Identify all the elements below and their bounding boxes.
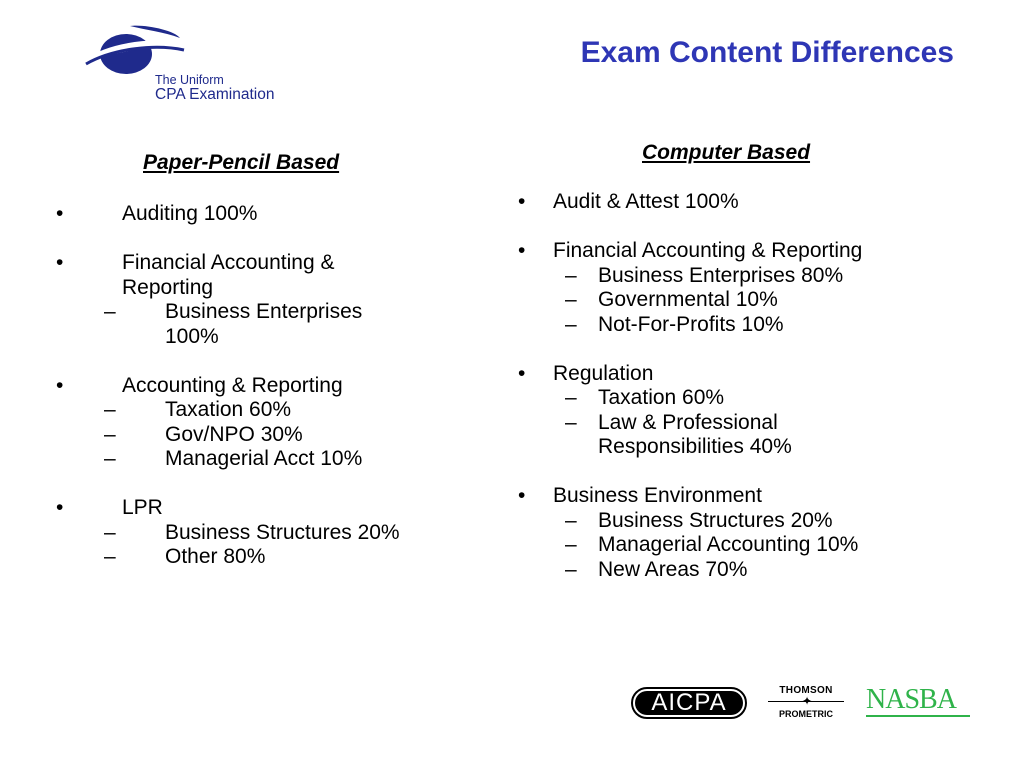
sub-list-item: Taxation 60% — [598, 386, 725, 409]
dash-marker: – — [565, 508, 577, 532]
bullet-marker: • — [518, 361, 526, 385]
bullet-marker: • — [56, 251, 64, 274]
sub-list-item: New Areas 70% — [598, 557, 748, 581]
nasba-logo — [866, 684, 970, 720]
sub-list-item: Managerial Acct 10% — [165, 447, 363, 470]
dash-marker: – — [565, 557, 577, 581]
dash-marker: – — [104, 520, 116, 544]
bullet-marker: • — [518, 239, 526, 262]
dash-marker: – — [565, 263, 577, 287]
sub-list-item: Business Enterprises 80% — [598, 263, 844, 287]
sub-list-item: Gov/NPO 30% — [165, 422, 303, 446]
dash-marker: – — [104, 398, 116, 421]
nasba-tagline-rule — [866, 715, 970, 717]
dash-marker: – — [565, 533, 577, 556]
list-item: Reporting — [122, 275, 214, 299]
paper-pencil-heading: Paper-Pencil Based — [143, 151, 340, 174]
list-item: Audit & Attest 100% — [553, 190, 739, 213]
sub-list-item: Business Enterprises — [165, 300, 363, 323]
aicpa-logo — [631, 687, 747, 719]
bullet-marker: • — [56, 202, 64, 225]
aicpa-logo-text: AICPA — [635, 691, 743, 715]
computer-based-heading: Computer Based — [642, 141, 811, 164]
sub-list-item: Responsibilities 40% — [598, 435, 792, 458]
sub-list-item: 100% — [165, 324, 219, 348]
list-item: Accounting & Reporting — [122, 373, 343, 397]
logo-line1: The Uniform — [155, 73, 224, 87]
nasba-text: NASBA — [866, 684, 956, 715]
dash-marker: – — [565, 312, 577, 336]
dash-marker: – — [565, 288, 577, 311]
list-item: Financial Accounting & Reporting — [553, 239, 863, 262]
thomson-text: THOMSON — [779, 685, 833, 696]
sub-list-item: Other 80% — [165, 545, 266, 568]
list-item: LPR — [122, 496, 163, 519]
sub-list-item: Not-For-Profits 10% — [598, 312, 784, 336]
sub-list-item: Taxation 60% — [165, 398, 292, 421]
bullet-marker: • — [56, 496, 64, 519]
sub-list-item: Business Structures 20% — [165, 520, 400, 544]
thomson-prometric-logo — [766, 685, 846, 725]
list-item: Business Environment — [553, 484, 762, 507]
sub-list-item: Business Structures 20% — [598, 508, 833, 532]
dash-marker: – — [104, 300, 116, 323]
list-item: Regulation — [553, 361, 654, 385]
bullet-marker: • — [56, 373, 64, 397]
dash-marker: – — [104, 545, 116, 568]
dash-marker: – — [565, 410, 577, 434]
page-title: Exam Content Differences — [580, 36, 954, 69]
cpa-exam-logo — [84, 24, 304, 104]
dash-marker: – — [565, 386, 577, 409]
list-item: Auditing 100% — [122, 202, 258, 225]
dash-marker: – — [104, 422, 116, 446]
bullet-marker: • — [518, 484, 526, 507]
star-icon: ✦ — [802, 694, 813, 708]
logo-line2: CPA Examination — [155, 86, 275, 103]
sub-list-item: Governmental 10% — [598, 288, 778, 311]
prometric-text: PROMETRIC — [779, 709, 833, 719]
sub-list-item: Law & Professional — [598, 410, 778, 434]
bullet-marker: • — [518, 190, 526, 213]
sub-list-item: Managerial Accounting 10% — [598, 533, 859, 556]
list-item: Financial Accounting & — [122, 251, 335, 274]
dash-marker: – — [104, 447, 116, 470]
